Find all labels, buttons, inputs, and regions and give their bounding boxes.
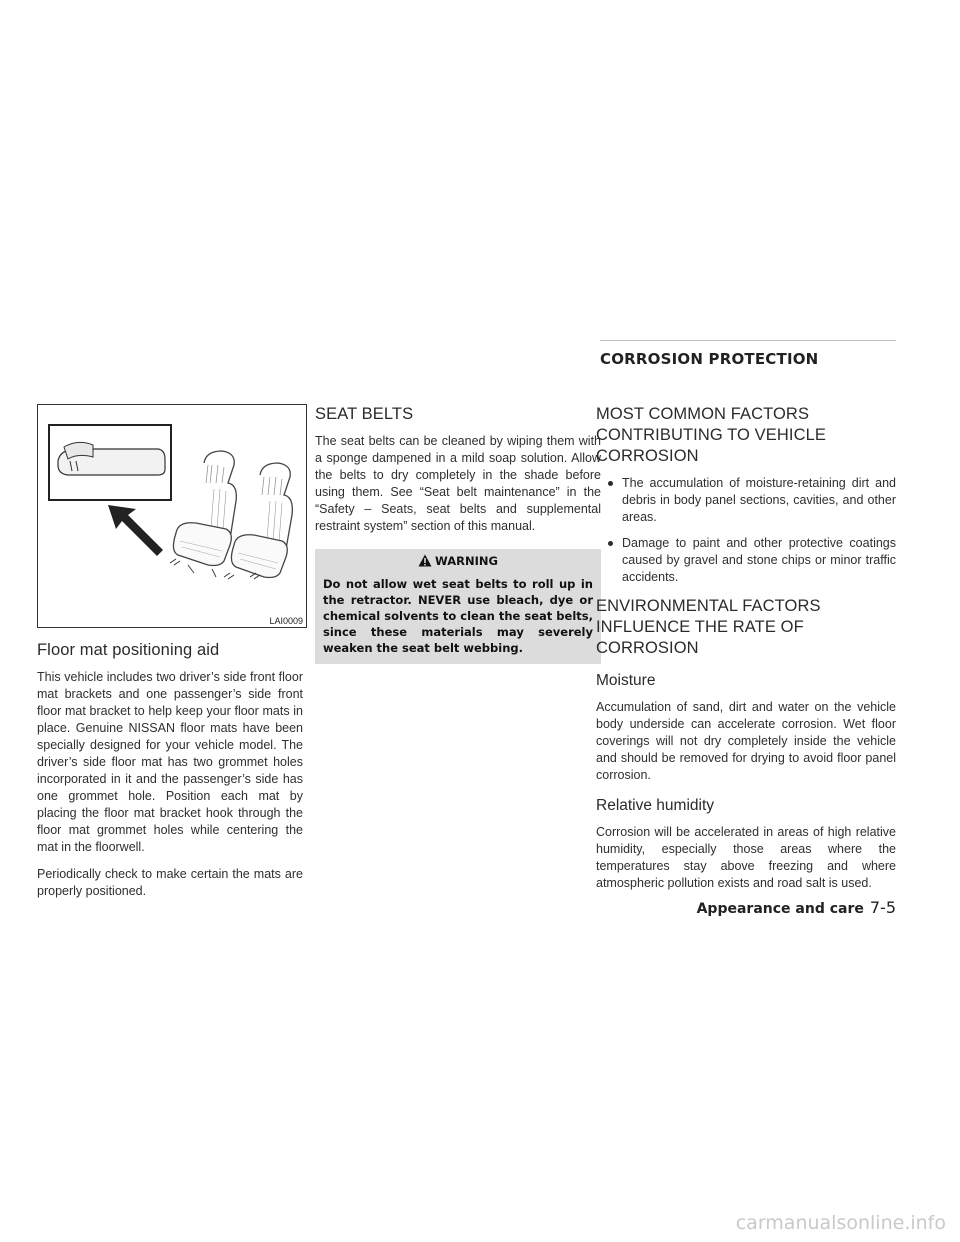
page-number: 7-5 bbox=[869, 898, 896, 917]
list-item: The accumulation of moisture-retaining dirt and debris in body panel sections, cavities, and other areas. bbox=[596, 475, 896, 526]
warning-box bbox=[315, 549, 601, 664]
page-footer bbox=[600, 898, 896, 917]
warning-label: WARNING bbox=[435, 554, 498, 568]
moisture-heading: Moisture bbox=[596, 672, 656, 689]
warning-triangle-icon bbox=[418, 554, 432, 570]
moisture-paragraph: Accumulation of sand, dirt and water on the vehicle body underside can accelerate corrosion. Wet floor coverings will not dry completely inside the vehicle and should be removed for drying to avoid floor panel corrosion. bbox=[596, 700, 896, 782]
bullet-icon bbox=[608, 541, 613, 546]
factors-list bbox=[596, 475, 896, 586]
list-item: Damage to paint and other protective coatings caused by gravel and stone chips or minor traffic accidents. bbox=[596, 535, 896, 586]
floor-mat-heading: Floor mat positioning aid bbox=[37, 641, 220, 659]
humidity-paragraph: Corrosion will be accelerated in areas of high relative humidity, especially those areas where the temperatures stay above freezing and where atmospheric pollution exists and road salt is used. bbox=[596, 825, 896, 890]
floor-mat-paragraph-2: Periodically check to make certain the mats are properly positioned. bbox=[37, 867, 303, 898]
column-floor-mat bbox=[37, 404, 303, 910]
seat-illustration bbox=[38, 405, 306, 627]
seat-belts-paragraph: The seat belts can be cleaned by wiping them with a sponge dampened in a mild soap solution. Allow the belts to dry completely in the shade before using them. See “Seat belt maintenance” in the “Safety – Seats, seat belts and supplemental restraint system” section of this manual. bbox=[315, 434, 601, 533]
watermark: carmanualsonline.info bbox=[735, 1212, 946, 1234]
section-rule bbox=[600, 340, 896, 341]
seat-belts-heading: SEAT BELTS bbox=[315, 405, 414, 423]
section-title: CORROSION PROTECTION bbox=[600, 350, 819, 368]
floor-mat-paragraph-1: This vehicle includes two driver’s side front floor mat brackets and one passenger’s side front floor mat bracket to help keep your floor mats in place. Genuine NISSAN floor mats have been specially designed for your vehicle model. The driver’s side floor mat has two grommet holes incorporated in it and the passenger’s side has one grommet hole. Position each mat by placing the floor mat bracket hook through the floor mat grommet holes while centering the mat in the floorwell. bbox=[37, 670, 303, 854]
warning-title bbox=[323, 554, 593, 570]
figure-id: LAI0009 bbox=[269, 616, 303, 626]
column-seat-belts bbox=[315, 404, 601, 664]
bullet-icon bbox=[608, 481, 613, 486]
floor-mat-figure bbox=[37, 404, 307, 628]
warning-text: Do not allow wet seat belts to roll up in the retractor. NEVER use bleach, dye or chemical solvents to clean the seat belts, since these materials may severely weaken the seat belt webbing. bbox=[323, 577, 593, 655]
column-corrosion bbox=[596, 404, 896, 902]
humidity-heading: Relative humidity bbox=[596, 797, 715, 814]
footer-section: Appearance and care bbox=[696, 901, 864, 917]
common-factors-heading: MOST COMMON FACTORS CONTRIBUTING TO VEHICLE CORROSION bbox=[596, 405, 826, 465]
environmental-factors-heading: ENVIRONMENTAL FACTORS INFLUENCE THE RATE OF CORROSION bbox=[596, 597, 821, 657]
